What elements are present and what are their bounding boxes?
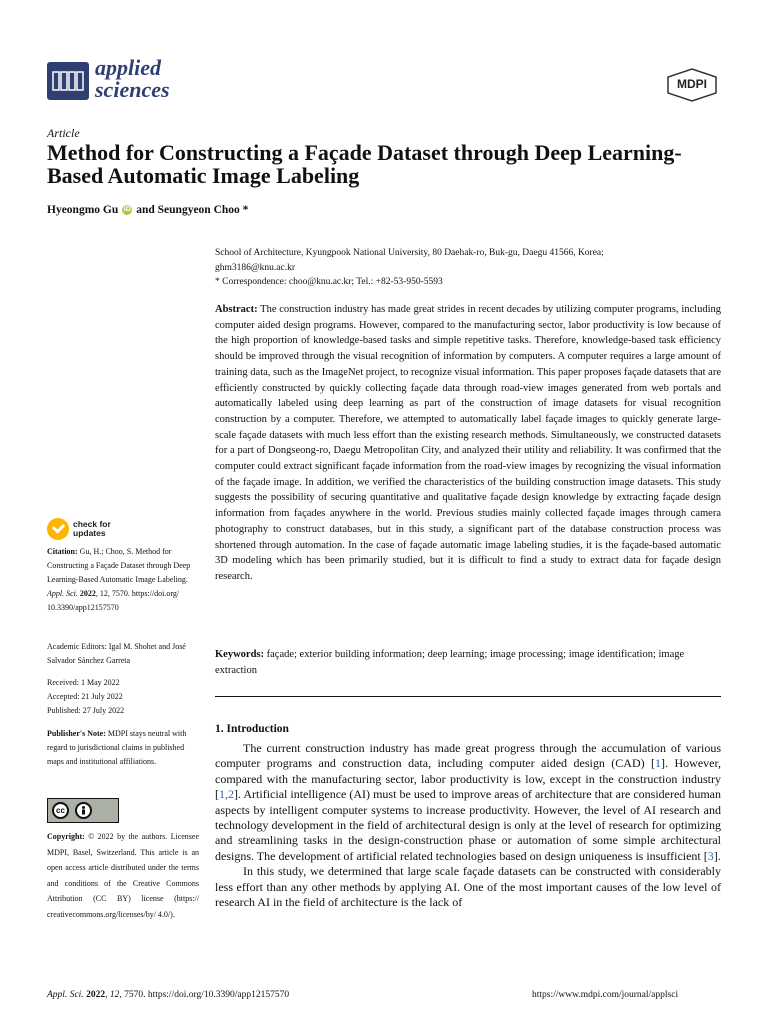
- journal-name-line1: applied: [95, 55, 161, 80]
- correspondence: * Correspondence: choo@knu.ac.kr; Tel.: +82-53-950-5593: [215, 277, 443, 287]
- section-heading: 1. Introduction: [215, 723, 289, 735]
- orcid-icon[interactable]: iD: [123, 206, 131, 213]
- keywords: [215, 647, 721, 678]
- received-date: Received: 1 May 2022: [47, 678, 120, 687]
- affiliation-email[interactable]: ghm3186@knu.ac.kr: [215, 262, 295, 273]
- journal-name-line2: sciences: [95, 77, 170, 102]
- cc-icon: cc: [52, 802, 69, 819]
- publisher-note: [47, 727, 199, 769]
- section-body: [215, 741, 721, 910]
- ref-link[interactable]: 3: [707, 848, 714, 863]
- journal-name[interactable]: [95, 57, 170, 101]
- divider: [215, 696, 721, 697]
- cc-by-license-badge[interactable]: [47, 798, 119, 823]
- keywords-label: Keywords:: [215, 649, 264, 660]
- paragraph-1-part-c: ]. Artificial intelligence (AI) must be used to improve areas of architecture that are considered human aspects by intelligent computer systems to increase productivity. However, the level of AI research and technology development in the field of architectural design is only at the level of research for optimizing and streamlining tasks in the design-construction phase or automation of some simple architectural designs. The development of artificial related technologies based on design uniqueness is insufficient [: [215, 787, 721, 863]
- footer-year: 2022: [86, 990, 106, 1000]
- paragraph-1-part-a: The current construction industry has made great progress through the accumulation of various computer programs and construction data, including computer aided design (CAD) [: [215, 741, 721, 771]
- author-rest[interactable]: and Seungyeon Choo *: [136, 204, 249, 216]
- paragraph-1-part-b: ]. However, compared with the manufacturing sector, labor productivity is low, except in the construction industry [: [215, 756, 721, 802]
- footer-journal-url[interactable]: https://www.mdpi.com/journal/applsci: [532, 990, 679, 1000]
- author-first[interactable]: Hyeongmo Gu: [47, 204, 119, 216]
- citation-label: Citation:: [47, 547, 78, 556]
- footer-journal: Appl. Sci.: [47, 990, 84, 1000]
- check-line1: check for: [73, 519, 111, 529]
- person-icon: [75, 802, 92, 819]
- academic-editors: Academic Editors: Igal M. Shohet and José Salvador Sánchez Garreta: [47, 642, 186, 665]
- abstract-text: The construction industry has made great strides in recent decades by utilizing computer programs, including computer aided design programs. However, compared to the manufacturing sector, labor productivity is low because of the high proportion of knowledge-based tasks and simple repetitive tasks. Therefore, knowledge-based task efficiency should be improved through the visual recognition of information by computers. A computer requires a large amount of training data, such as the ImageNet project, to recognize visual information. This paper proposes façade datasets that are efficiently constructed by quickly collecting façade data through road-view images generated from web portals and automatically labeled using deep learning as part of the construction of image datasets for visual recognition construction by a computer. Therefore, we attempted to automatically label façade images to quickly generate large-scale façade datasets with much less effort than the existing research methods. Simultaneously, we constructed datasets for a part of Dongseong-ro, Daegu Metropolitan City, and analyzed their utility and reliability. It was confirmed that the computer could extract significant façade information from the road-view images by recognizing the visual information of the façade image. In addition, we verified the characteristics of the building construction image datasets. This study suggests the possibility of securing quantitative and qualitative façade design knowledge by extracting façade design information from façades anywhere in the world. Previous studies mainly collected façade images through camera photography to construct databases, but in this study, a significant part of the database construction process was shortened through automation. In the case of façade automatic image labeling studies, it is the façade-based automatic 3D modeling which has been primarily studied, but it is difficult to find a study to extract data for façade design research.: [215, 304, 721, 582]
- abstract: [215, 302, 721, 585]
- article-title: Method for Constructing a Façade Dataset through Deep Learning-Based Automatic Image Labeling: [47, 140, 682, 188]
- ref-link[interactable]: 1: [655, 756, 662, 771]
- citation-journal: Appl. Sci.: [47, 589, 78, 598]
- ref-link[interactable]: 1,2: [219, 787, 234, 802]
- footer-volume: 12: [109, 990, 120, 1000]
- citation-doi[interactable]: , 12, 7570. https://doi.org/ 10.3390/app12157570: [47, 589, 180, 612]
- copyright: [47, 829, 199, 922]
- keywords-text: façade; exterior building information; deep learning; image processing; image identification; image extraction: [215, 649, 685, 676]
- copyright-label: Copyright:: [47, 832, 85, 841]
- published-date: Published: 27 July 2022: [47, 706, 125, 715]
- dates: [47, 676, 199, 718]
- authors: [47, 204, 248, 216]
- affiliation: [215, 246, 721, 290]
- check-for-updates-button[interactable]: [47, 518, 111, 540]
- footer-doi[interactable]: , 7570. https://doi.org/10.3390/app12157570: [119, 990, 290, 1000]
- citation-year: 2022: [79, 589, 96, 598]
- journal-logo-icon: [47, 62, 89, 100]
- publisher-note-text: MDPI stays neutral with regard to jurisdictional claims in published maps and institutional affiliations.: [47, 729, 187, 766]
- check-line2: updates: [73, 528, 106, 538]
- publisher-name: MDPI: [677, 77, 707, 91]
- citation-text: Gu, H.; Choo, S. Method for Constructing a Façade Dataset through Deep Learning-Based Automatic Image Labeling.: [47, 547, 191, 584]
- paragraph-1: [215, 741, 721, 864]
- abstract-label: Abstract:: [215, 304, 258, 315]
- footer-citation: Appl. Sci. 2022, 12, 7570. https://doi.org/10.3390/app12157570: [47, 990, 290, 1000]
- citation: [47, 545, 199, 615]
- mdpi-logo[interactable]: [666, 68, 718, 102]
- article-type: Article: [47, 126, 80, 140]
- check-icon: [47, 518, 69, 540]
- paragraph-1-part-d: ].: [713, 848, 721, 863]
- accepted-date: Accepted: 21 July 2022: [47, 692, 123, 701]
- copyright-text: © 2022 by the authors. Licensee MDPI, Basel, Switzerland. This article is an open access article distributed under the terms and conditions of the Creative Commons Attribution (CC BY) license (https:// creativecommons.org/licenses/by/ 4.0/).: [47, 832, 200, 919]
- check-for-updates-label: [73, 520, 111, 538]
- affiliation-line1: School of Architecture, Kyungpook National University, 80 Daehak-ro, Buk-gu, Daegu 41566, Korea;: [215, 248, 604, 258]
- paragraph-2: In this study, we determined that large scale façade datasets can be constructed with considerably less effort than any other methods by applying AI. One of the most important causes of the low level of research AI in the field of architecture is the lack of: [215, 864, 721, 910]
- publisher-note-label: Publisher's Note:: [47, 729, 106, 738]
